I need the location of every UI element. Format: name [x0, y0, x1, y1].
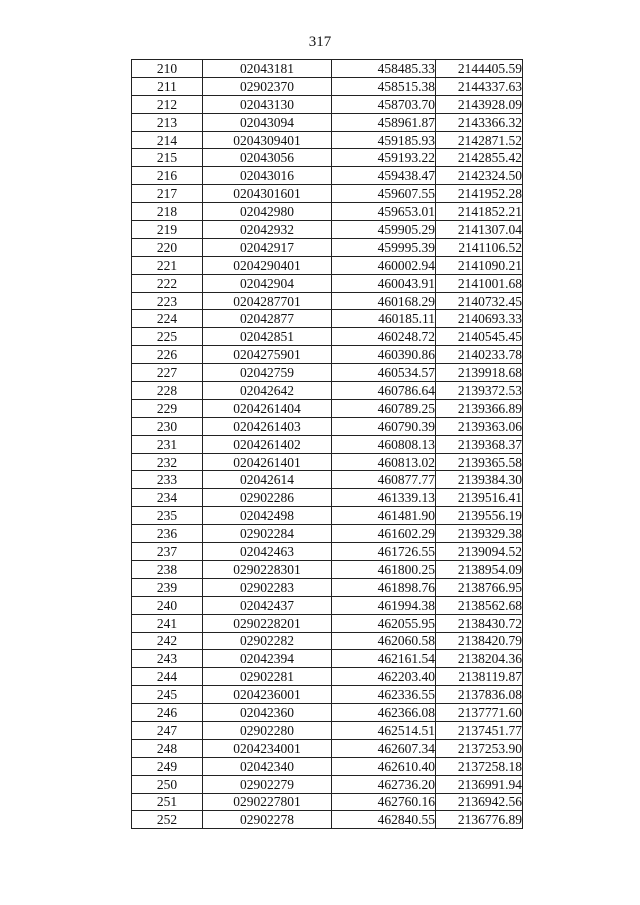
y-coordinate-cell: 2138430.72 — [436, 614, 523, 632]
coordinates-table — [131, 59, 523, 829]
y-coordinate-cell: 2141307.04 — [436, 221, 523, 239]
y-coordinate-cell: 2139365.58 — [436, 453, 523, 471]
table-row — [132, 489, 523, 507]
point-code-cell: 0204234001 — [203, 739, 332, 757]
y-coordinate-cell: 2139556.19 — [436, 507, 523, 525]
y-coordinate-cell: 2141090.21 — [436, 256, 523, 274]
table-row — [132, 596, 523, 614]
point-code-cell: 02042759 — [203, 364, 332, 382]
point-code-cell: 02043094 — [203, 113, 332, 131]
row-index-cell: 247 — [132, 721, 203, 739]
table-row — [132, 203, 523, 221]
point-code-cell: 0204287701 — [203, 292, 332, 310]
y-coordinate-cell: 2137253.90 — [436, 739, 523, 757]
table-row — [132, 60, 523, 78]
table-row — [132, 811, 523, 829]
table-row — [132, 346, 523, 364]
row-index-cell: 221 — [132, 256, 203, 274]
x-coordinate-cell: 462203.40 — [332, 668, 436, 686]
x-coordinate-cell: 461481.90 — [332, 507, 436, 525]
y-coordinate-cell: 2139516.41 — [436, 489, 523, 507]
point-code-cell: 0204261401 — [203, 453, 332, 471]
row-index-cell: 240 — [132, 596, 203, 614]
point-code-cell: 02043016 — [203, 167, 332, 185]
table-row — [132, 221, 523, 239]
table-row — [132, 364, 523, 382]
row-index-cell: 220 — [132, 238, 203, 256]
point-code-cell: 02902284 — [203, 525, 332, 543]
point-code-cell: 0204261404 — [203, 399, 332, 417]
point-code-cell: 02042498 — [203, 507, 332, 525]
row-index-cell: 238 — [132, 560, 203, 578]
x-coordinate-cell: 459653.01 — [332, 203, 436, 221]
row-index-cell: 212 — [132, 95, 203, 113]
table-row — [132, 632, 523, 650]
row-index-cell: 225 — [132, 328, 203, 346]
row-index-cell: 236 — [132, 525, 203, 543]
point-code-cell: 02042437 — [203, 596, 332, 614]
table-row — [132, 578, 523, 596]
row-index-cell: 224 — [132, 310, 203, 328]
table-row — [132, 149, 523, 167]
table-row — [132, 739, 523, 757]
y-coordinate-cell: 2139918.68 — [436, 364, 523, 382]
point-code-cell: 0204290401 — [203, 256, 332, 274]
table-row — [132, 668, 523, 686]
y-coordinate-cell: 2138562.68 — [436, 596, 523, 614]
y-coordinate-cell: 2139384.30 — [436, 471, 523, 489]
y-coordinate-cell: 2138204.36 — [436, 650, 523, 668]
y-coordinate-cell: 2143366.32 — [436, 113, 523, 131]
row-index-cell: 232 — [132, 453, 203, 471]
x-coordinate-cell: 462336.55 — [332, 686, 436, 704]
point-code-cell: 02042394 — [203, 650, 332, 668]
row-index-cell: 245 — [132, 686, 203, 704]
row-index-cell: 217 — [132, 185, 203, 203]
x-coordinate-cell: 460808.13 — [332, 435, 436, 453]
point-code-cell: 02042877 — [203, 310, 332, 328]
x-coordinate-cell: 461994.38 — [332, 596, 436, 614]
x-coordinate-cell: 460168.29 — [332, 292, 436, 310]
y-coordinate-cell: 2137258.18 — [436, 757, 523, 775]
row-index-cell: 235 — [132, 507, 203, 525]
x-coordinate-cell: 462514.51 — [332, 721, 436, 739]
y-coordinate-cell: 2139329.38 — [436, 525, 523, 543]
point-code-cell: 02902279 — [203, 775, 332, 793]
table-row — [132, 453, 523, 471]
x-coordinate-cell: 461339.13 — [332, 489, 436, 507]
x-coordinate-cell: 460185.11 — [332, 310, 436, 328]
x-coordinate-cell: 461800.25 — [332, 560, 436, 578]
table-row — [132, 292, 523, 310]
y-coordinate-cell: 2140693.33 — [436, 310, 523, 328]
table-row — [132, 471, 523, 489]
row-index-cell: 231 — [132, 435, 203, 453]
table-row — [132, 793, 523, 811]
table-row — [132, 167, 523, 185]
row-index-cell: 222 — [132, 274, 203, 292]
row-index-cell: 218 — [132, 203, 203, 221]
row-index-cell: 250 — [132, 775, 203, 793]
x-coordinate-cell: 460789.25 — [332, 399, 436, 417]
point-code-cell: 02043056 — [203, 149, 332, 167]
y-coordinate-cell: 2140233.78 — [436, 346, 523, 364]
point-code-cell: 02902281 — [203, 668, 332, 686]
row-index-cell: 243 — [132, 650, 203, 668]
row-index-cell: 241 — [132, 614, 203, 632]
point-code-cell: 0204236001 — [203, 686, 332, 704]
table-row — [132, 113, 523, 131]
table-row — [132, 417, 523, 435]
x-coordinate-cell: 462060.58 — [332, 632, 436, 650]
y-coordinate-cell: 2142324.50 — [436, 167, 523, 185]
row-index-cell: 214 — [132, 131, 203, 149]
point-code-cell: 02042932 — [203, 221, 332, 239]
point-code-cell: 0290227801 — [203, 793, 332, 811]
x-coordinate-cell: 459438.47 — [332, 167, 436, 185]
y-coordinate-cell: 2143928.09 — [436, 95, 523, 113]
table-row — [132, 310, 523, 328]
x-coordinate-cell: 460877.77 — [332, 471, 436, 489]
x-coordinate-cell: 462760.16 — [332, 793, 436, 811]
y-coordinate-cell: 2137451.77 — [436, 721, 523, 739]
point-code-cell: 02042980 — [203, 203, 332, 221]
table-row — [132, 775, 523, 793]
y-coordinate-cell: 2141001.68 — [436, 274, 523, 292]
x-coordinate-cell: 459193.22 — [332, 149, 436, 167]
y-coordinate-cell: 2138420.79 — [436, 632, 523, 650]
point-code-cell: 02902370 — [203, 77, 332, 95]
row-index-cell: 248 — [132, 739, 203, 757]
x-coordinate-cell: 462736.20 — [332, 775, 436, 793]
table-row — [132, 614, 523, 632]
y-coordinate-cell: 2142855.42 — [436, 149, 523, 167]
y-coordinate-cell: 2144337.63 — [436, 77, 523, 95]
point-code-cell: 0204275901 — [203, 346, 332, 364]
point-code-cell: 02042614 — [203, 471, 332, 489]
x-coordinate-cell: 461602.29 — [332, 525, 436, 543]
point-code-cell: 0204261402 — [203, 435, 332, 453]
x-coordinate-cell: 462607.34 — [332, 739, 436, 757]
y-coordinate-cell: 2136942.56 — [436, 793, 523, 811]
point-code-cell: 02042340 — [203, 757, 332, 775]
table-row — [132, 185, 523, 203]
row-index-cell: 239 — [132, 578, 203, 596]
x-coordinate-cell: 459995.39 — [332, 238, 436, 256]
y-coordinate-cell: 2140732.45 — [436, 292, 523, 310]
y-coordinate-cell: 2137836.08 — [436, 686, 523, 704]
row-index-cell: 227 — [132, 364, 203, 382]
point-code-cell: 0290228201 — [203, 614, 332, 632]
row-index-cell: 211 — [132, 77, 203, 95]
y-coordinate-cell: 2138954.09 — [436, 560, 523, 578]
point-code-cell: 02042642 — [203, 382, 332, 400]
row-index-cell: 242 — [132, 632, 203, 650]
x-coordinate-cell: 462055.95 — [332, 614, 436, 632]
y-coordinate-cell: 2137771.60 — [436, 704, 523, 722]
point-code-cell: 02902286 — [203, 489, 332, 507]
x-coordinate-cell: 460813.02 — [332, 453, 436, 471]
table-row — [132, 256, 523, 274]
y-coordinate-cell: 2139366.89 — [436, 399, 523, 417]
y-coordinate-cell: 2138766.95 — [436, 578, 523, 596]
coordinates-table-body — [132, 60, 523, 829]
x-coordinate-cell: 459905.29 — [332, 221, 436, 239]
row-index-cell: 246 — [132, 704, 203, 722]
point-code-cell: 0204301601 — [203, 185, 332, 203]
x-coordinate-cell: 462366.08 — [332, 704, 436, 722]
x-coordinate-cell: 460043.91 — [332, 274, 436, 292]
point-code-cell: 02902278 — [203, 811, 332, 829]
row-index-cell: 230 — [132, 417, 203, 435]
row-index-cell: 213 — [132, 113, 203, 131]
y-coordinate-cell: 2136991.94 — [436, 775, 523, 793]
x-coordinate-cell: 462610.40 — [332, 757, 436, 775]
row-index-cell: 216 — [132, 167, 203, 185]
x-coordinate-cell: 459607.55 — [332, 185, 436, 203]
x-coordinate-cell: 458703.70 — [332, 95, 436, 113]
point-code-cell: 0290228301 — [203, 560, 332, 578]
row-index-cell: 237 — [132, 543, 203, 561]
table-row — [132, 507, 523, 525]
table-row — [132, 328, 523, 346]
x-coordinate-cell: 460790.39 — [332, 417, 436, 435]
table-row — [132, 238, 523, 256]
row-index-cell: 233 — [132, 471, 203, 489]
y-coordinate-cell: 2139363.06 — [436, 417, 523, 435]
row-index-cell: 251 — [132, 793, 203, 811]
y-coordinate-cell: 2141952.28 — [436, 185, 523, 203]
row-index-cell: 244 — [132, 668, 203, 686]
x-coordinate-cell: 460534.57 — [332, 364, 436, 382]
x-coordinate-cell: 459185.93 — [332, 131, 436, 149]
y-coordinate-cell: 2138119.87 — [436, 668, 523, 686]
point-code-cell: 0204261403 — [203, 417, 332, 435]
point-code-cell: 02902283 — [203, 578, 332, 596]
row-index-cell: 223 — [132, 292, 203, 310]
point-code-cell: 02902280 — [203, 721, 332, 739]
table-row — [132, 435, 523, 453]
table-row — [132, 525, 523, 543]
table-row — [132, 95, 523, 113]
table-row — [132, 757, 523, 775]
x-coordinate-cell: 462161.54 — [332, 650, 436, 668]
point-code-cell: 0204309401 — [203, 131, 332, 149]
y-coordinate-cell: 2139372.53 — [436, 382, 523, 400]
table-row — [132, 382, 523, 400]
row-index-cell: 215 — [132, 149, 203, 167]
table-row — [132, 721, 523, 739]
y-coordinate-cell: 2141106.52 — [436, 238, 523, 256]
y-coordinate-cell: 2142871.52 — [436, 131, 523, 149]
point-code-cell: 02043130 — [203, 95, 332, 113]
table-row — [132, 686, 523, 704]
x-coordinate-cell: 460002.94 — [332, 256, 436, 274]
row-index-cell: 210 — [132, 60, 203, 78]
table-row — [132, 704, 523, 722]
x-coordinate-cell: 460390.86 — [332, 346, 436, 364]
x-coordinate-cell: 461898.76 — [332, 578, 436, 596]
point-code-cell: 02042463 — [203, 543, 332, 561]
point-code-cell: 02042917 — [203, 238, 332, 256]
table-row — [132, 274, 523, 292]
x-coordinate-cell: 461726.55 — [332, 543, 436, 561]
point-code-cell: 02902282 — [203, 632, 332, 650]
y-coordinate-cell: 2139094.52 — [436, 543, 523, 561]
row-index-cell: 219 — [132, 221, 203, 239]
table-row — [132, 399, 523, 417]
table-row — [132, 560, 523, 578]
table-row — [132, 77, 523, 95]
y-coordinate-cell: 2144405.59 — [436, 60, 523, 78]
x-coordinate-cell: 460786.64 — [332, 382, 436, 400]
x-coordinate-cell: 460248.72 — [332, 328, 436, 346]
row-index-cell: 228 — [132, 382, 203, 400]
x-coordinate-cell: 458485.33 — [332, 60, 436, 78]
point-code-cell: 02042904 — [203, 274, 332, 292]
row-index-cell: 229 — [132, 399, 203, 417]
point-code-cell: 02043181 — [203, 60, 332, 78]
x-coordinate-cell: 458961.87 — [332, 113, 436, 131]
x-coordinate-cell: 462840.55 — [332, 811, 436, 829]
y-coordinate-cell: 2140545.45 — [436, 328, 523, 346]
row-index-cell: 234 — [132, 489, 203, 507]
table-row — [132, 650, 523, 668]
page-number: 317 — [308, 34, 332, 50]
row-index-cell: 249 — [132, 757, 203, 775]
y-coordinate-cell: 2141852.21 — [436, 203, 523, 221]
row-index-cell: 226 — [132, 346, 203, 364]
point-code-cell: 02042360 — [203, 704, 332, 722]
y-coordinate-cell: 2136776.89 — [436, 811, 523, 829]
row-index-cell: 252 — [132, 811, 203, 829]
table-row — [132, 543, 523, 561]
point-code-cell: 02042851 — [203, 328, 332, 346]
table-row — [132, 131, 523, 149]
y-coordinate-cell: 2139368.37 — [436, 435, 523, 453]
x-coordinate-cell: 458515.38 — [332, 77, 436, 95]
